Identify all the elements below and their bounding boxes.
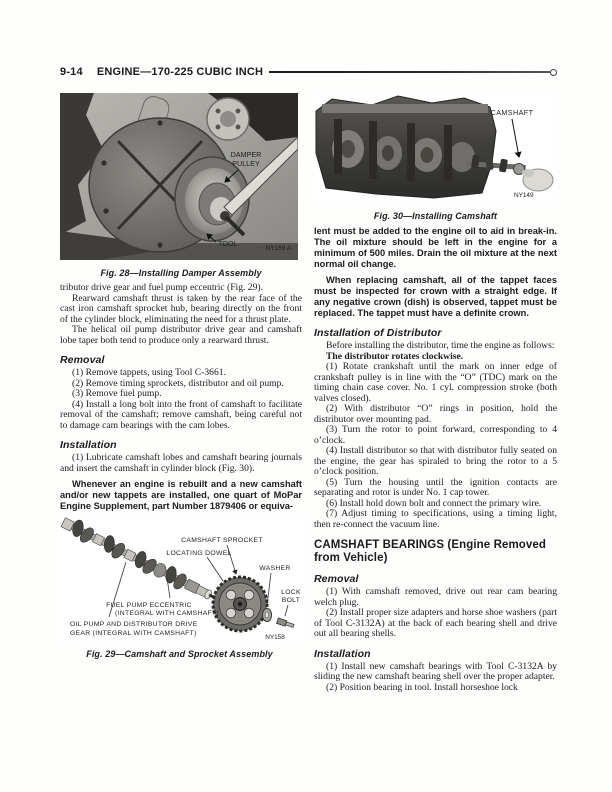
fig30-label-camshaft: CAMSHAFT <box>490 108 534 117</box>
right-column <box>314 91 557 693</box>
figure-29-drawing <box>57 515 307 641</box>
list-item: (4) Install distributor so that with distributor fully seated on the engine, the gear has spiraled to bring the rotor to a 5 o’clock position. <box>314 445 557 477</box>
paragraph: Rearward camshaft thrust is taken by the rear face of the cast iron camshaft sprocket hub, bearing directly on the front of the cylinder block, eliminating the need for a thrust plate. <box>60 292 302 325</box>
distributor-heading: Installation of Distributor <box>314 327 442 339</box>
installation-list <box>60 453 302 474</box>
distributor-section <box>314 341 557 530</box>
list-item: (7) Adjust timing to specifications, using a timing light, then re-connect the vacuum line. <box>314 508 557 530</box>
tappet-crown-bold-paragraph: When replacing camshaft, all of the tappet faces must be inspected for crown with a straight edge. If any negative crown (dish) is observed, tappet must be replaced. The tappet must have a definite crown. <box>314 275 557 318</box>
header-end-circle-icon <box>550 69 557 76</box>
list-item: (1) With camshaft removed, drive out rear cam bearing welch plug. <box>314 586 557 608</box>
fig29-photo-id: NY158 <box>265 634 285 641</box>
paragraph: tributor drive gear and fuel pump eccentric (Fig. 29). <box>60 282 263 293</box>
fig29-label-washer: WASHER <box>259 565 291 572</box>
list-item: (2) Position bearing in tool. Install horseshoe lock <box>326 681 518 693</box>
page-header <box>60 66 557 78</box>
fig29-label-lock-line2: BOLT <box>281 597 301 604</box>
bearings-installation-heading: Installation <box>314 647 371 660</box>
header-rule <box>269 71 550 73</box>
list-item: (2) With distributor “O” rings in position, hold the distributor over mounting pad. <box>314 403 557 425</box>
break-in-bold-paragraph: lent must be added to the engine oil to aid in break-in. The oil mixture should be left in the engine for a minimum of 500 miles. Drain the oil mixture at the next normal oil change. <box>314 226 557 269</box>
list-item: (2) Remove timing sprockets, distributor and oil pump. <box>72 377 284 389</box>
list-item: (4) Install a long bolt into the front of camshaft to facilitate removal of the camshaft; remove camshaft, being careful not to damage cam bearings with the cam lobes. <box>60 398 302 431</box>
fig28-photo-id: NY159 A <box>265 245 291 252</box>
figure-28 <box>60 93 302 278</box>
fig28-label-damper-line1: DAMPER <box>230 150 262 159</box>
fig29-label-sprocket: CAMSHAFT SPROCKET <box>181 537 263 544</box>
page-title: ENGINE—170-225 CUBIC INCH <box>96 66 264 78</box>
clockwise-note: The distributor rotates clockwise. <box>326 350 464 362</box>
fig28-label-damper-line2: PULLEY <box>232 159 260 168</box>
fig29-label-oilpump-line1: OIL PUMP AND DISTRIBUTOR DRIVE <box>70 621 198 628</box>
bearings-removal-list <box>314 587 557 640</box>
fig30-photo-id: NY149 <box>514 192 534 199</box>
figure-30 <box>314 91 557 221</box>
list-item: (1) Lubricate camshaft lobes and camshaft bearing journals and insert the camshaft in cylinder block (Fig. 30). <box>60 452 302 474</box>
fig29-label-eccentric-line1: FUEL PUMP ECCENTRIC <box>106 602 192 609</box>
left-body-text <box>60 283 302 346</box>
fig29-label-dowel: LOCATING DOWEL <box>166 550 232 557</box>
bearings-removal-heading: Removal <box>314 573 359 585</box>
list-item: (6) Install hold down bolt and connect the primary wire. <box>326 497 542 509</box>
figure-28-photo <box>60 93 298 260</box>
installation-heading: Installation <box>60 439 117 451</box>
list-item: (1) Install new camshaft bearings with Tool C-3132A by sliding the new camshaft bearing shell over the proper adapter. <box>314 660 557 682</box>
bearings-installation-list <box>314 662 557 694</box>
left-column <box>60 93 302 659</box>
paragraph: Before installing the distributor, time the engine as follows: <box>326 340 555 351</box>
page-number: 9-14 <box>60 66 83 78</box>
fig29-label-lock-line1: LOCK <box>281 589 301 596</box>
removal-heading: Removal <box>60 354 105 366</box>
fig29-label-eccentric-line2: (INTEGRAL WITH CAMSHAFT) <box>115 610 219 617</box>
list-item: (1) Remove tappets, using Tool C-3661. <box>72 367 226 378</box>
camshaft-bearings-heading: CAMSHAFT BEARINGS (Engine Removed from Vehicle) <box>314 539 547 564</box>
figure-29 <box>57 515 302 659</box>
figure-30-caption: Fig. 30—Installing Camshaft <box>373 211 498 221</box>
figure-29-caption: Fig. 29—Camshaft and Sprocket Assembly <box>86 649 273 659</box>
list-item: (1) Rotate crankshaft until the mark on inner edge of crankshaft pulley is in line with the “O” (TDC) mark on the timing chain case cover. No. 1 cyl. compression stroke (both valves closed). <box>314 361 557 404</box>
list-item: (3) Remove fuel pump. <box>72 388 162 399</box>
removal-list <box>60 368 302 431</box>
paragraph: The helical oil pump distributor drive gear and camshaft lobe taper both tend to produce only a rearward thrust. <box>60 324 302 346</box>
fig28-label-tool: TOOL <box>218 239 238 248</box>
list-item: (5) Turn the housing until the ignition contacts are separating and rotor is under No. 1 cap tower. <box>314 476 557 498</box>
list-item: (2) Install proper size adapters and horse shoe washers (part of Tool C-3132A) at the back of each bearing shell and drive out all bearing shells. <box>314 607 557 639</box>
figure-30-photo <box>314 91 557 203</box>
mopar-bold-note: Whenever an engine is rebuilt and a new camshaft and/or new tappets are installed, one quart of MoPar Engine Supplement, part Number 1879406 or equiva- <box>60 479 302 511</box>
fig29-label-oilpump-line2: GEAR (INTEGRAL WITH CAMSHAFT) <box>70 630 197 637</box>
figure-28-caption: Fig. 28—Installing Damper Assembly <box>100 268 262 278</box>
list-item: (3) Turn the rotor to point forward, corresponding to 4 o’clock. <box>314 424 557 446</box>
